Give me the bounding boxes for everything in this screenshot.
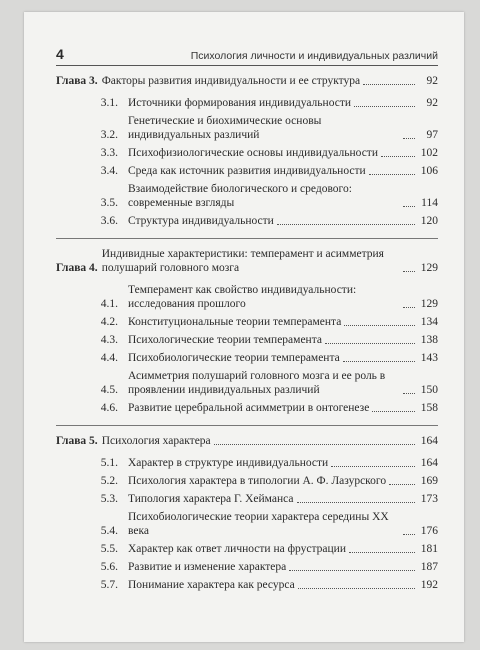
section-title: Характер в структуре индивидуальности	[128, 457, 329, 469]
toc-entry	[56, 456, 438, 470]
section-number: 5.6.	[100, 561, 118, 573]
section-number: 3.2.	[100, 129, 118, 141]
chapter-title: Индивидные характеристики: темперамент и асимметрия полушарий головного мозга	[101, 248, 384, 274]
section-number: 5.4.	[100, 525, 118, 537]
section-title: Характер как ответ личности на фрустрации	[128, 543, 346, 555]
toc-entry	[56, 369, 438, 397]
section-title: Психологические теории темперамента	[128, 334, 322, 346]
table-of-contents	[56, 74, 438, 610]
section-title: Развитие и изменение характера	[128, 561, 287, 573]
chapter-5	[56, 434, 438, 602]
chapter-title: Психология характера	[101, 435, 211, 447]
chapter-heading	[56, 434, 438, 448]
chapter-4	[56, 247, 438, 426]
section-page: 192	[420, 579, 438, 591]
chapter-3	[56, 74, 438, 239]
section-page: 150	[420, 384, 438, 396]
section-title: Генетические и биохимические основы индивидуальных различий	[128, 115, 322, 141]
toc-entry	[56, 182, 438, 210]
chapter-page: 92	[426, 75, 438, 87]
section-title: Типология характера Г. Хейманса	[128, 493, 294, 505]
section-title: Психобиологические теории характера середины XX века	[128, 511, 389, 537]
section-title: Понимание характера как ресурса	[128, 579, 295, 591]
toc-entry	[56, 578, 438, 592]
running-title: Психология личности и индивидуальных различий	[190, 50, 438, 62]
toc-entry	[56, 96, 438, 110]
section-number: 4.5.	[100, 384, 118, 396]
toc-entry	[56, 333, 438, 347]
section-page: 143	[420, 352, 438, 364]
section-title: Структура индивидуальности	[128, 215, 274, 227]
section-page: 129	[420, 298, 438, 310]
section-number: 4.2.	[100, 316, 118, 328]
section-page: 138	[420, 334, 438, 346]
section-page: 164	[420, 457, 438, 469]
section-number: 5.5.	[100, 543, 118, 555]
toc-entry	[56, 283, 438, 311]
section-number: 3.6.	[100, 215, 118, 227]
section-number: 4.3.	[100, 334, 118, 346]
section-title: Темперамент как свойство индивидуальности: исследования прошлого	[128, 284, 357, 310]
chapter-label: Глава 4.	[56, 262, 98, 274]
toc-entry	[56, 315, 438, 329]
toc-entry	[56, 114, 438, 142]
toc-entry	[56, 146, 438, 160]
chapter-label: Глава 3.	[56, 75, 98, 87]
toc-entry	[56, 474, 438, 488]
section-title: Взаимодействие биологического и средового: современные взгляды	[128, 183, 352, 209]
section-number: 4.6.	[100, 402, 118, 414]
book-page	[24, 12, 464, 642]
toc-entry	[56, 351, 438, 365]
section-title: Психология характера в типологии А. Ф. Лазурского	[128, 475, 387, 487]
section-number: 5.1.	[100, 457, 118, 469]
section-page: 181	[420, 543, 438, 555]
section-title: Психобиологические теории темперамента	[128, 352, 340, 364]
section-number: 4.1.	[100, 298, 118, 310]
section-number: 3.4.	[100, 165, 118, 177]
toc-entry	[56, 542, 438, 556]
section-number: 4.4.	[100, 352, 118, 364]
section-page: 134	[420, 316, 438, 328]
toc-entry	[56, 560, 438, 574]
section-page: 106	[420, 165, 438, 177]
chapter-page: 164	[420, 435, 438, 447]
page-number: 4	[56, 46, 64, 62]
section-page: 102	[420, 147, 438, 159]
section-page: 169	[420, 475, 438, 487]
section-page: 176	[420, 525, 438, 537]
section-number: 5.7.	[100, 579, 118, 591]
chapter-heading	[56, 74, 438, 88]
chapter-heading	[56, 247, 438, 275]
section-title: Среда как источник развития индивидуальности	[128, 165, 366, 177]
section-title: Асимметрия полушарий головного мозга и ее роль в проявлении индивидуальных различий	[128, 370, 386, 396]
section-page: 97	[426, 129, 438, 141]
section-number: 5.2.	[100, 475, 118, 487]
section-number: 5.3.	[100, 493, 118, 505]
toc-entry	[56, 164, 438, 178]
section-title: Психофизиологические основы индивидуальности	[128, 147, 378, 159]
section-page: 120	[420, 215, 438, 227]
chapter-title: Факторы развития индивидуальности и ее структура	[101, 75, 361, 87]
section-page: 187	[420, 561, 438, 573]
section-title: Конституциональные теории темперамента	[128, 316, 342, 328]
chapter-label: Глава 5.	[56, 435, 98, 447]
section-number: 3.3.	[100, 147, 118, 159]
section-page: 92	[426, 97, 438, 109]
section-page: 173	[420, 493, 438, 505]
toc-entry	[56, 510, 438, 538]
section-page: 114	[421, 197, 438, 209]
toc-entry	[56, 401, 438, 415]
section-number: 3.5.	[100, 197, 118, 209]
section-title: Источники формирования индивидуальности	[128, 97, 352, 109]
toc-entry	[56, 214, 438, 228]
section-title: Развитие церебральной асимметрии в онтогенезе	[128, 402, 370, 414]
section-page: 158	[420, 402, 438, 414]
toc-entry	[56, 492, 438, 506]
page-header	[56, 40, 438, 66]
section-number: 3.1.	[100, 97, 118, 109]
chapter-page: 129	[420, 262, 438, 274]
